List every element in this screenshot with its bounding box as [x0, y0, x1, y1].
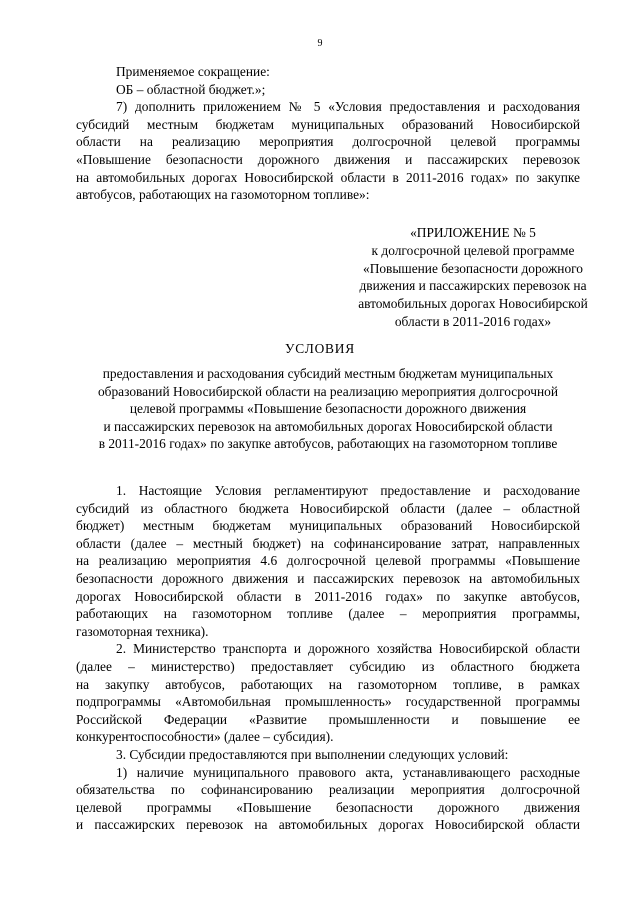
item-7-line: «Повышение безопасности дорожного движения и пассажирских перевозок — [76, 151, 580, 167]
paragraph-3-1 — [76, 764, 580, 834]
appendix-header — [330, 224, 616, 331]
paragraph-line: газомоторная техника). — [76, 623, 209, 639]
paragraph-line: 3. Субсидии предоставляются при выполнении следующих условий: — [116, 746, 509, 762]
paragraph-2 — [76, 640, 580, 746]
item-7-line: 7) дополнить приложением № 5 «Условия предоставления и расходования — [116, 99, 580, 115]
item-7-line: области на реализацию мероприятия долгосрочной целевой программы — [76, 134, 580, 150]
appendix-line: области в 2011-2016 годах» — [394, 313, 552, 329]
subtitle-line: целевой программы «Повышение безопасности дорожного движения — [129, 401, 527, 417]
item-7-line: автобусов, работающих на газомоторном топливе»: — [76, 187, 370, 203]
conditions-subtitle — [76, 365, 580, 453]
appendix-line: «ПРИЛОЖЕНИЕ № 5 — [410, 225, 536, 240]
subtitle-line: в 2011-2016 годах» по закупке автобусов, работающих на газомоторном топливе — [98, 436, 558, 452]
paragraph-line: бюджет) местным бюджетам муниципальных образований Новосибирской — [76, 518, 580, 534]
paragraph-line: и пассажирских перевозок на автомобильных дорогах Новосибирской области — [76, 817, 580, 833]
appendix-line: автомобильных дорогах Новосибирской — [358, 296, 588, 312]
paragraph-line: работающих на газомоторном топливе (далее – мероприятия программы, — [76, 606, 580, 622]
paragraph-1 — [76, 482, 580, 640]
paragraph-line: 1) наличие муниципального правового акта, устанавливающего расходные — [116, 764, 580, 780]
paragraph-line: области (далее – местный бюджет) на софинансирование затрат, направленных — [76, 535, 580, 551]
paragraph-line: дорогах Новосибирской области в 2011-2016 годах» по закупке автобусов, — [76, 588, 580, 604]
paragraph-line: на закупку автобусов, работающих на газомоторном топливе, в рамках — [76, 676, 580, 692]
paragraph-3 — [76, 746, 580, 764]
paragraph-line: субсидий из областного бюджета Новосибирской области (далее – областной — [76, 500, 580, 516]
item-7-line: на автомобильных дорогах Новосибирской области в 2011-2016 годах» по закупке — [76, 169, 580, 185]
abbreviation-ob: ОБ – областной бюджет.»; — [116, 81, 266, 97]
appendix-line: «Повышение безопасности дорожного — [363, 260, 583, 276]
appendix-line: к долгосрочной целевой программе — [371, 242, 575, 258]
paragraph-line: 1. Настоящие Условия регламентируют предоставление и расходование — [116, 483, 580, 498]
item-7-line: субсидий местным бюджетам муниципальных образований Новосибирской — [76, 116, 580, 132]
subtitle-line: предоставления и расходования субсидий местным бюджетам муниципальных — [102, 366, 554, 381]
paragraph-line: обязательства по софинансированию реализации мероприятия долгосрочной — [76, 782, 580, 798]
subtitle-line: образований Новосибирской области на реализацию мероприятия долгосрочной — [97, 383, 559, 399]
paragraph-line: конкурентоспособности» (далее – субсидия). — [76, 729, 334, 745]
paragraph-line: на реализацию мероприятия 4.6 долгосрочной целевой программы «Повышение — [76, 553, 580, 569]
paragraph-line: целевой программы «Повышение безопасности дорожного движения — [76, 799, 580, 815]
paragraph-line: (далее – министерство) предоставляет субсидию из областного бюджета — [76, 658, 580, 674]
appendix-line: движения и пассажирских перевозок на — [359, 278, 587, 294]
paragraph-line: 2. Министерство транспорта и дорожного хозяйства Новосибирской области — [116, 641, 580, 657]
preamble-section — [76, 63, 580, 204]
paragraph-line: подпрограммы «Автомобильная промышленность» государственной программы — [76, 694, 580, 710]
paragraph-line: Российской Федерации «Развитие промышленности и повышение ее — [76, 711, 580, 727]
subtitle-line: и пассажирских перевозок на автомобильных дорогах Новосибирской области — [103, 418, 553, 434]
conditions-title: УСЛОВИЯ — [285, 341, 355, 356]
abbreviation-heading: Применяемое сокращение: — [116, 64, 270, 79]
paragraph-line: безопасности дорожного движения и пассажирских перевозок на автомобильных — [76, 570, 580, 586]
conditions-body — [76, 482, 580, 834]
page-number: 9 — [317, 38, 323, 49]
